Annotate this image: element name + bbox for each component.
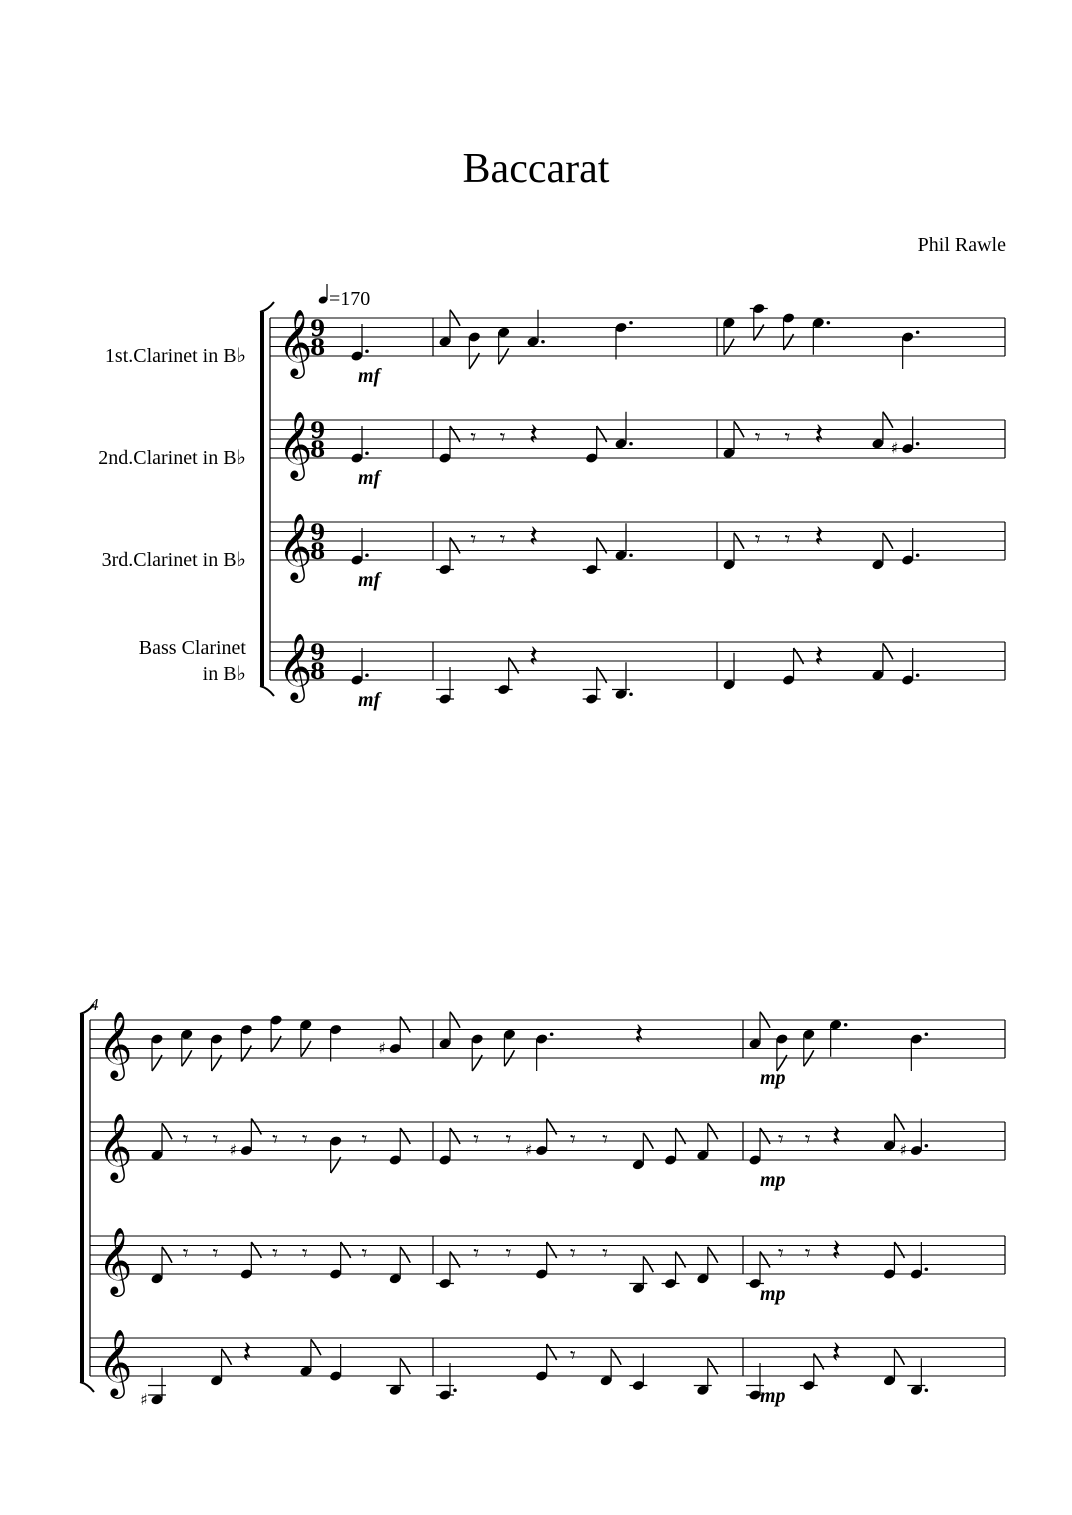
quarter-rest-icon: 𝄽	[831, 1233, 841, 1269]
note-flag	[794, 648, 804, 664]
system-2	[80, 995, 1005, 1409]
composer-name: Phil Rawle	[917, 234, 1006, 256]
dynamic-marking: mp	[760, 1283, 786, 1305]
quarter-rest-icon: 𝄽	[529, 639, 539, 675]
tempo-text: =170	[329, 288, 371, 310]
quarter-rest-icon: 𝄽	[814, 417, 824, 453]
score-title: Baccarat	[462, 146, 610, 192]
augmentation-dot	[629, 321, 633, 325]
note-flag	[547, 1119, 557, 1135]
note-flag	[400, 1128, 410, 1144]
note-flag	[509, 658, 519, 674]
note-flag	[754, 325, 764, 341]
note-flag	[814, 1354, 824, 1370]
eighth-rest-icon: 𝄾	[473, 1241, 480, 1267]
eighth-rest-icon: 𝄾	[473, 1127, 480, 1153]
note-flag	[597, 426, 607, 442]
staves	[80, 302, 1005, 1409]
note-flag	[760, 1128, 770, 1144]
eighth-rest-icon: 𝄾	[602, 1127, 608, 1153]
dynamic-marking: mf	[358, 467, 381, 489]
bracket-hook	[260, 686, 274, 696]
eighth-rest-icon: 𝄾	[499, 425, 506, 451]
augmentation-dot	[453, 1388, 457, 1392]
note-flag	[597, 538, 607, 554]
note-flag	[450, 426, 460, 442]
augmentation-dot	[916, 673, 920, 677]
instrument-name-line: 2nd.Clarinet in B♭	[98, 447, 246, 469]
augmentation-dot	[925, 1144, 929, 1148]
system-1	[260, 302, 1005, 711]
system-bracket	[260, 312, 264, 686]
eighth-rest-icon: 𝄾	[182, 1127, 189, 1153]
instrument-name-line: Bass Clarinet	[138, 637, 246, 659]
eighth-rest-icon: 𝄾	[569, 1343, 576, 1369]
instrument-name-line: 1st.Clarinet in B♭	[104, 345, 246, 367]
time-signature-denominator: 8	[310, 437, 326, 463]
eighth-rest-icon: 𝄾	[272, 1127, 278, 1153]
time-signature-denominator: 8	[310, 539, 326, 565]
eighth-rest-icon: 𝄾	[212, 1241, 219, 1267]
quarter-rest-icon: 𝄽	[242, 1335, 252, 1371]
eighth-rest-icon: 𝄾	[470, 425, 477, 451]
augmentation-dot	[916, 553, 920, 557]
treble-clef-icon: 𝄞	[278, 512, 313, 580]
eighth-rest-icon: 𝄾	[569, 1241, 576, 1267]
eighth-rest-icon: 𝄾	[754, 425, 761, 451]
augmentation-dot	[916, 330, 920, 334]
note-flag	[271, 1036, 281, 1052]
note-flag	[450, 1252, 460, 1268]
staff-1	[270, 303, 1005, 387]
note-flag	[784, 334, 794, 350]
eighth-rest-icon: 𝄾	[499, 527, 506, 553]
sharp-icon: ♯	[899, 1140, 908, 1160]
time-signature-numerator: 9	[310, 520, 326, 546]
eighth-rest-icon: 𝄾	[784, 527, 791, 553]
augmentation-dot	[629, 442, 633, 446]
eighth-rest-icon: 𝄾	[361, 1241, 368, 1267]
dynamic-marking: mf	[358, 569, 381, 591]
augmentation-dot	[629, 692, 633, 696]
eighth-rest-icon: 𝄾	[784, 425, 791, 451]
treble-clef-icon: 𝄞	[98, 1112, 133, 1180]
time-signature-numerator: 9	[310, 418, 326, 444]
eighth-rest-icon: 𝄾	[212, 1127, 219, 1153]
staff-1	[90, 1010, 1005, 1089]
eighth-rest-icon: 𝄾	[301, 1127, 308, 1153]
note-flag	[472, 1055, 482, 1071]
eighth-rest-icon: 𝄾	[361, 1127, 368, 1153]
note-flag	[676, 1252, 686, 1268]
augmentation-dot	[827, 321, 831, 325]
time-signature-numerator: 9	[310, 316, 326, 342]
eighth-rest-icon: 𝄾	[569, 1127, 576, 1153]
note-flag	[547, 1344, 557, 1360]
eighth-rest-icon: 𝄾	[301, 1241, 308, 1267]
quarter-rest-icon: 𝄽	[814, 519, 824, 555]
augmentation-dot	[629, 553, 633, 557]
eighth-rest-icon: 𝄾	[804, 1127, 811, 1153]
measure-number: 4	[90, 995, 99, 1014]
note-flag	[251, 1242, 261, 1258]
eighth-rest-icon: 𝄾	[754, 527, 761, 553]
eighth-rest-icon: 𝄾	[777, 1241, 784, 1267]
treble-clef-icon: 𝄞	[278, 632, 313, 700]
eighth-rest-icon: 𝄾	[777, 1127, 784, 1153]
bracket-hook	[260, 302, 274, 312]
sharp-icon: ♯	[524, 1140, 533, 1160]
note-flag	[331, 1157, 341, 1173]
eighth-rest-icon: 𝄾	[470, 527, 477, 553]
note-flag	[894, 1242, 904, 1258]
note-flag	[341, 1242, 351, 1258]
augmentation-dot	[916, 442, 920, 446]
augmentation-dot	[844, 1023, 848, 1027]
augmentation-dot	[925, 1388, 929, 1392]
eighth-rest-icon: 𝄾	[602, 1241, 608, 1267]
dynamic-marking: mp	[760, 1067, 786, 1089]
treble-clef-icon: 𝄞	[98, 1010, 133, 1078]
eighth-rest-icon: 𝄾	[505, 1241, 512, 1267]
eighth-rest-icon: 𝄾	[804, 1241, 811, 1267]
note-flag	[450, 538, 460, 554]
eighth-rest-icon: 𝄾	[272, 1241, 278, 1267]
staff-3	[90, 1226, 1005, 1305]
staff-4	[90, 1328, 1005, 1409]
instrument-name-line: in B♭	[202, 663, 246, 685]
quarter-rest-icon: 𝄽	[831, 1335, 841, 1371]
staff-2	[90, 1112, 1005, 1191]
tempo-marking	[318, 284, 371, 310]
note-flag	[241, 1046, 251, 1062]
augmentation-dot	[925, 1267, 929, 1271]
time-signature-numerator: 9	[310, 640, 326, 666]
staff-2	[270, 410, 1005, 489]
quarter-rest-icon: 𝄽	[814, 639, 824, 675]
augmentation-dot	[925, 1032, 929, 1036]
treble-clef-icon: 𝄞	[278, 410, 313, 478]
dynamic-marking: mf	[358, 689, 381, 711]
staff-3	[270, 512, 1005, 591]
system-bracket	[80, 1014, 84, 1382]
augmentation-dot	[550, 1032, 554, 1036]
note-flag	[152, 1055, 162, 1071]
note-flag	[212, 1055, 222, 1071]
augmentation-dot	[365, 349, 369, 353]
note-flag	[597, 667, 607, 683]
eighth-rest-icon: 𝄾	[182, 1241, 189, 1267]
note-flag	[469, 353, 479, 369]
note-flag	[760, 1252, 770, 1268]
note-flag	[676, 1128, 686, 1144]
note-flag	[547, 1242, 557, 1258]
bracket-hook	[80, 1382, 94, 1392]
quarter-rest-icon: 𝄽	[529, 519, 539, 555]
dynamic-marking: mf	[358, 365, 381, 387]
time-signature-denominator: 8	[310, 335, 326, 361]
dynamic-marking: mp	[760, 1385, 786, 1407]
treble-clef-icon: 𝄞	[98, 1328, 133, 1396]
quarter-rest-icon: 𝄽	[529, 417, 539, 453]
staff-4	[270, 632, 1005, 711]
sharp-icon: ♯	[378, 1038, 386, 1058]
sharp-icon: ♯	[140, 1389, 148, 1409]
augmentation-dot	[365, 553, 369, 557]
instrument-name-line: 3rd.Clarinet in B♭	[101, 549, 246, 571]
sharp-icon: ♯	[890, 438, 899, 458]
eighth-rest-icon: 𝄾	[505, 1127, 512, 1153]
treble-clef-icon: 𝄞	[98, 1226, 133, 1294]
note-flag	[251, 1119, 261, 1135]
note-flag	[400, 1017, 410, 1033]
sharp-icon: ♯	[229, 1140, 238, 1160]
augmentation-dot	[365, 451, 369, 455]
augmentation-dot	[365, 673, 369, 677]
dynamic-marking: mp	[760, 1169, 786, 1191]
quarter-rest-icon: 𝄽	[634, 1017, 644, 1053]
augmentation-dot	[541, 340, 545, 344]
quarter-rest-icon: 𝄽	[831, 1119, 841, 1155]
note-flag	[450, 1128, 460, 1144]
time-signature-denominator: 8	[310, 659, 326, 685]
treble-clef-icon: 𝄞	[278, 308, 313, 376]
